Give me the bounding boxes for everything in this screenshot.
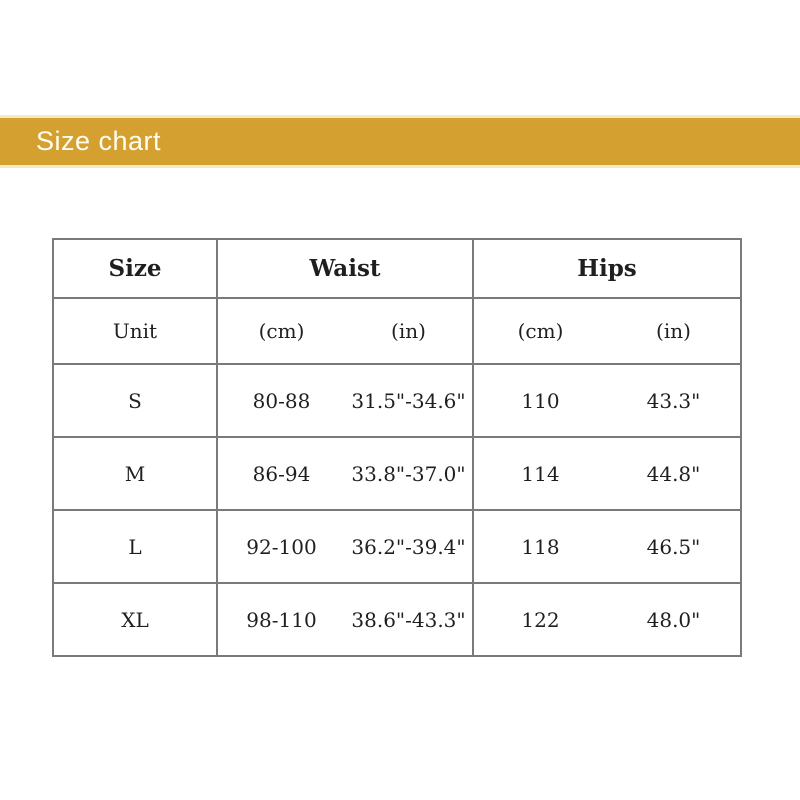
waist-in-value: 31.5"-34.6" bbox=[351, 388, 466, 413]
hips-in-value: 46.5" bbox=[646, 534, 701, 559]
unit-row-label: Unit bbox=[53, 298, 217, 364]
hips-in-unit: (in) bbox=[656, 319, 691, 343]
hips-cm-value: 122 bbox=[521, 607, 560, 632]
hips-values-cell bbox=[473, 437, 741, 510]
size-label: M bbox=[53, 437, 217, 510]
waist-values-cell bbox=[217, 364, 473, 437]
hips-in-value: 48.0" bbox=[646, 607, 701, 632]
waist-cm-value: 92-100 bbox=[246, 534, 317, 559]
hips-cm-value: 110 bbox=[521, 388, 560, 413]
size-label: L bbox=[53, 510, 217, 583]
table-header-row bbox=[53, 239, 741, 298]
hips-in-value: 44.8" bbox=[646, 461, 701, 486]
table-row-l bbox=[53, 510, 741, 583]
waist-values-cell bbox=[217, 583, 473, 656]
col-header-waist: Waist bbox=[217, 239, 473, 298]
table-row-s bbox=[53, 364, 741, 437]
hips-cm-value: 114 bbox=[521, 461, 560, 486]
waist-in-unit: (in) bbox=[391, 319, 426, 343]
size-chart-banner bbox=[0, 115, 800, 168]
col-header-hips: Hips bbox=[473, 239, 741, 298]
hips-values-cell bbox=[473, 364, 741, 437]
table-row-xl bbox=[53, 583, 741, 656]
col-header-size: Size bbox=[53, 239, 217, 298]
size-table bbox=[52, 238, 742, 657]
unit-row bbox=[53, 298, 741, 364]
waist-values-cell bbox=[217, 437, 473, 510]
waist-in-value: 38.6"-43.3" bbox=[351, 607, 466, 632]
waist-cm-unit: (cm) bbox=[258, 319, 305, 343]
table-row-m bbox=[53, 437, 741, 510]
hips-values-cell bbox=[473, 510, 741, 583]
waist-cm-value: 86-94 bbox=[252, 461, 311, 486]
hips-in-value: 43.3" bbox=[646, 388, 701, 413]
size-label: S bbox=[53, 364, 217, 437]
hips-units-cell bbox=[473, 298, 741, 364]
waist-in-value: 33.8"-37.0" bbox=[351, 461, 466, 486]
hips-cm-value: 118 bbox=[521, 534, 560, 559]
banner-title: Size chart bbox=[36, 126, 162, 156]
waist-cm-value: 98-110 bbox=[246, 607, 317, 632]
waist-in-value: 36.2"-39.4" bbox=[351, 534, 466, 559]
waist-units-cell bbox=[217, 298, 473, 364]
waist-values-cell bbox=[217, 510, 473, 583]
hips-cm-unit: (cm) bbox=[517, 319, 564, 343]
waist-cm-value: 80-88 bbox=[252, 388, 311, 413]
hips-values-cell bbox=[473, 583, 741, 656]
size-label: XL bbox=[53, 583, 217, 656]
